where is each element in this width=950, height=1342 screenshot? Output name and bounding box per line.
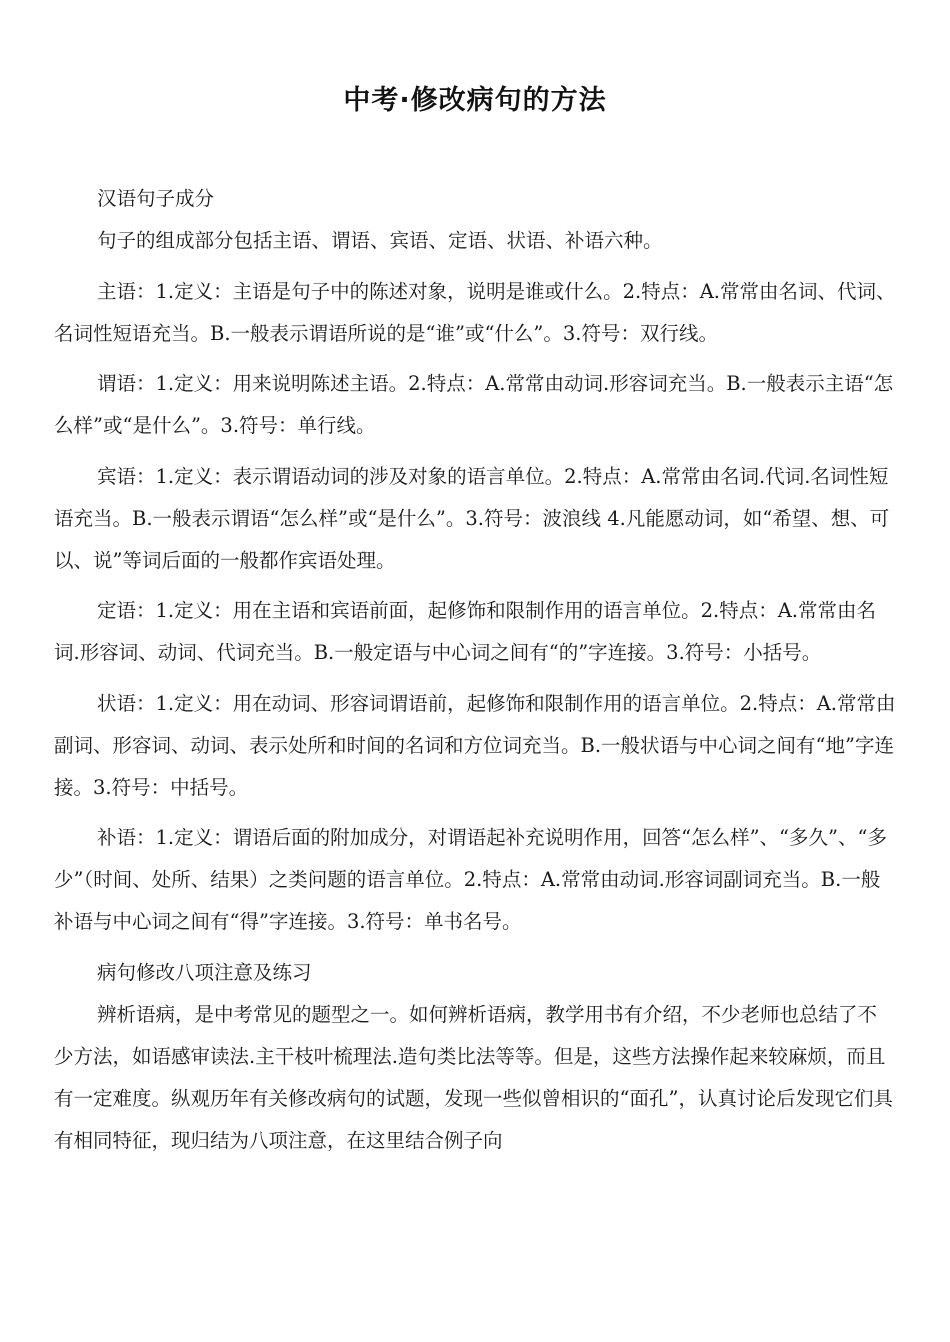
paragraph-complement: 补语：1.定义：谓语后面的附加成分，对谓语起补充说明作用，回答“怎么样”、“多久”、“多少”（时间、处所、结果）之类问题的语言单位。2.特点：A.常常由动词.形容词副词充当。B.一般补语与中心词之间有“得”字连接。3.符号：单书名号。 [54, 826, 887, 933]
page-title: 中考·修改病句的方法 [343, 85, 607, 116]
section-heading-eight-notes: 病句修改八项注意及练习 [97, 960, 312, 984]
paragraph-predicate: 谓语：1.定义：用来说明陈述主语。2.特点：A.常常由动词.形容词充当。B.一般表示主语“怎么样”或“是什么”。3.符号：单行线。 [54, 372, 894, 437]
paragraph-attributive: 定语：1.定义：用在主语和宾语前面，起修饰和限制作用的语言单位。2.特点：A.常常由名词.形容词、动词、代词充当。B.一般定语与中心词之间有“的”字连接。3.符号：小括号。 [54, 599, 876, 664]
paragraph-object: 宾语：1.定义：表示谓语动词的涉及对象的语言单位。2.特点：A.常常由名词.代词.名词性短语充当。B.一般表示谓语“怎么样”或“是什么”。3.符号：波浪线 4.凡能愿动词，如“希望、想、可以、说”等词后面的一般都作宾语处理。 [54, 464, 890, 572]
paragraph-subject: 主语：1.定义：主语是句子中的陈述对象，说明是谁或什么。2.特点：A.常常由名词、代词、名词性短语充当。B.一般表示谓语所说的是“谁”或“什么”。3.符号：双行线。 [54, 279, 896, 345]
document-body [54, 178, 896, 1170]
paragraph-intro-error-analysis: 辨析语病，是中考常见的题型之一。如何辨析语病，教学用书有介绍，不少老师也总结了不少方法，如语感审读法.主干枝叶梳理法.造句类比法等等。但是，这些方法操作起来较麻烦，而且有一定难度。纵观历年有关修改病句的试题，发现一些似曾相识的“面孔”，认真讨论后发现它们具有相同特征，现归结为八项注意，在这里结合例子向 [54, 1002, 893, 1152]
paragraph-adverbial: 状语：1.定义：用在动词、形容词谓语前，起修饰和限制作用的语言单位。2.特点：A.常常由副词、形容词、动词、表示处所和时间的名词和方位词充当。B.一般状语与中心词之间有“地”字连接。3.符号：中括号。 [54, 691, 896, 799]
paragraph-components-overview: 句子的组成部分包括主语、谓语、宾语、定语、状语、补语六种。 [97, 229, 663, 252]
section-heading-sentence-components: 汉语句子成分 [97, 187, 215, 210]
